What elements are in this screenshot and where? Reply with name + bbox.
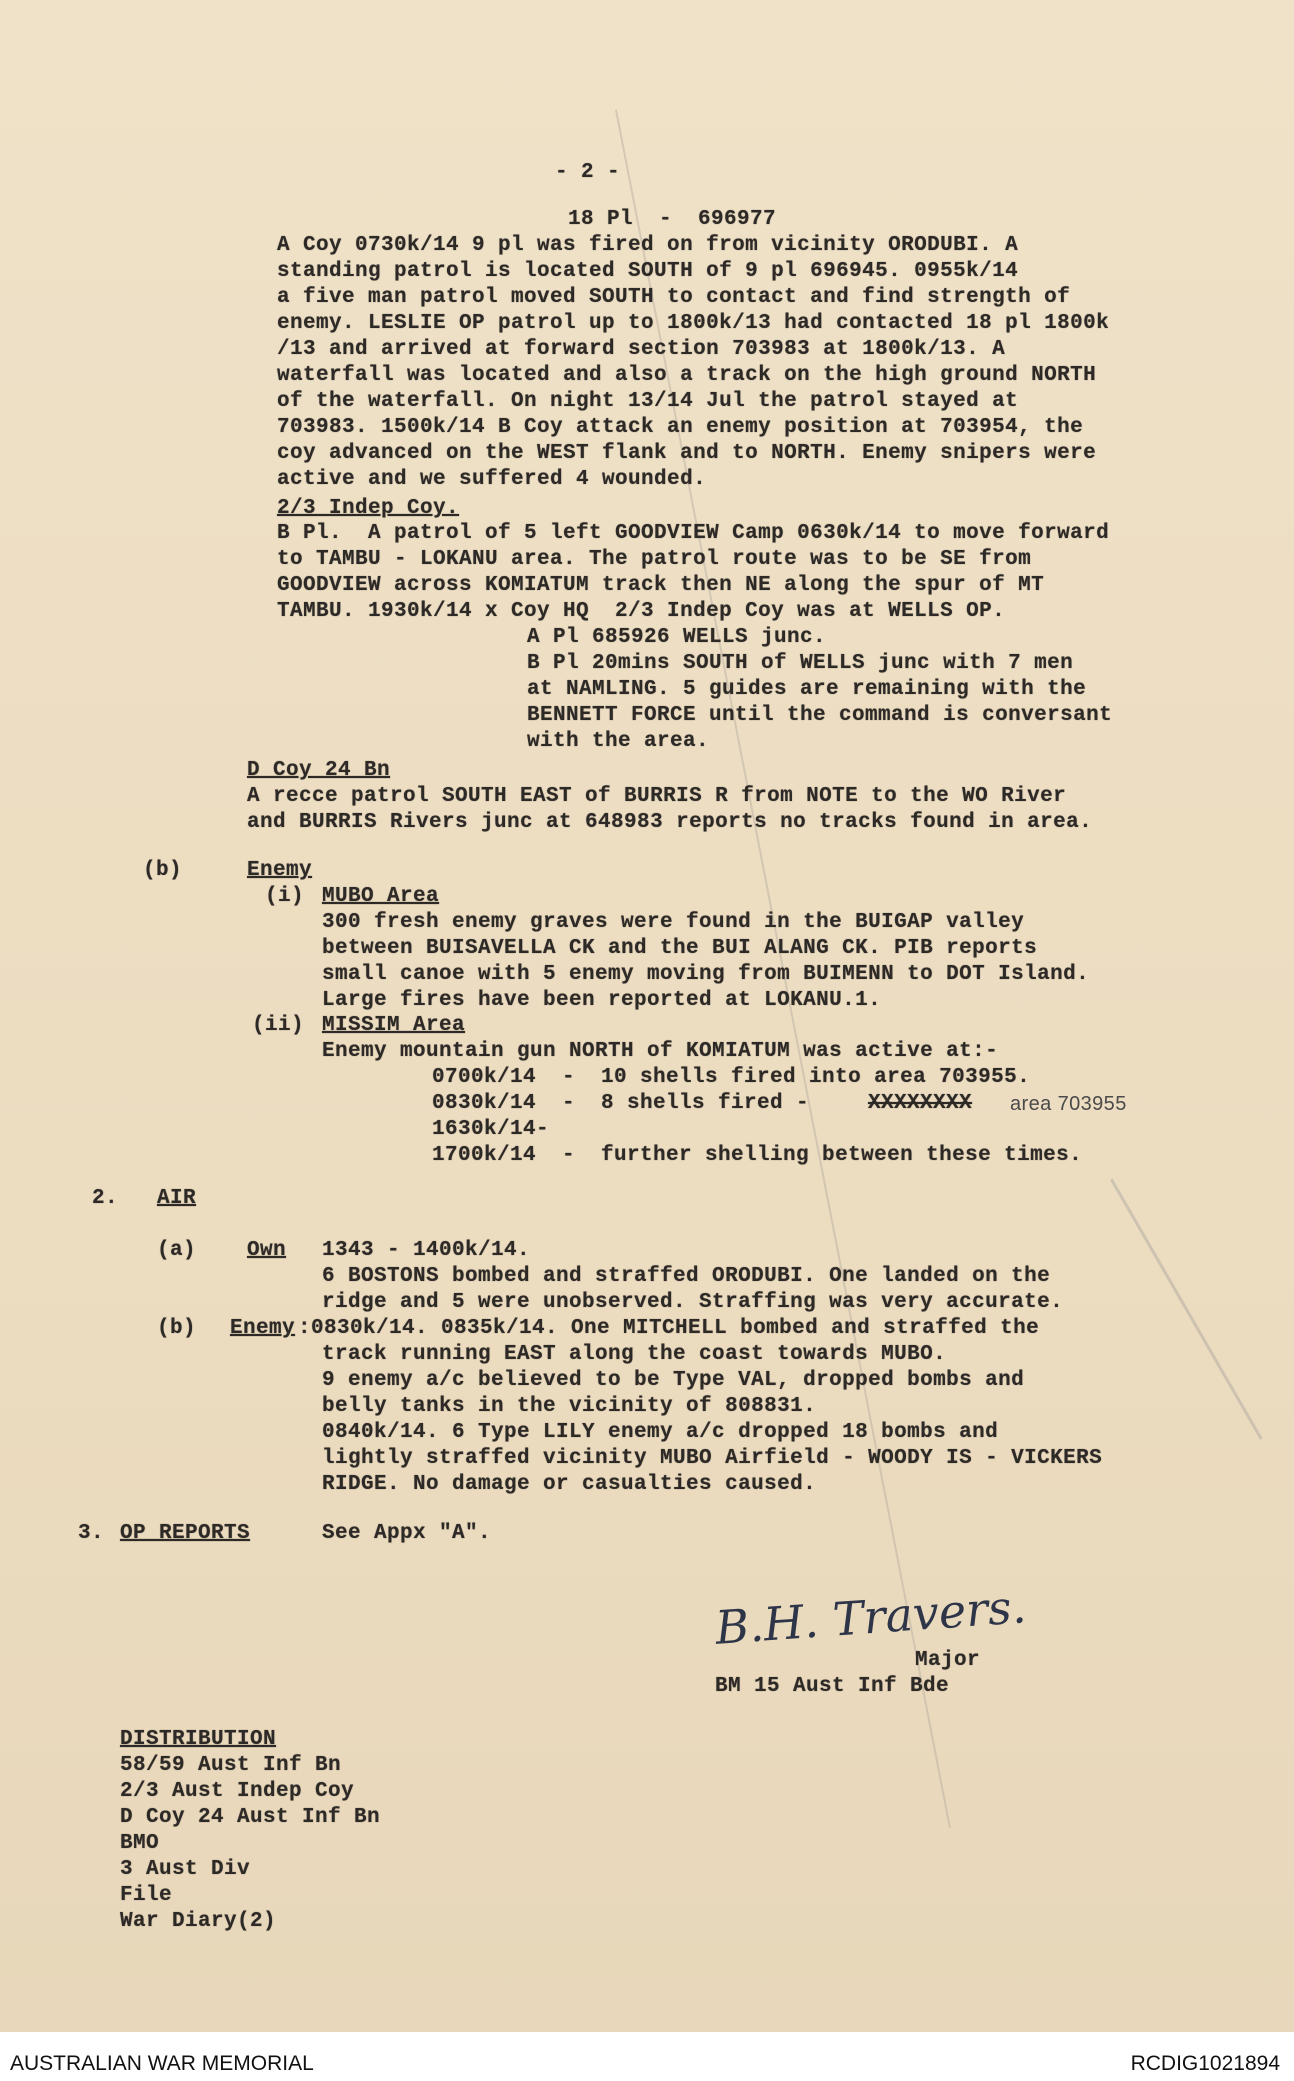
section-heading: Enemy bbox=[247, 859, 313, 882]
text-line: a five man patrol moved SOUTH to contact and find strength of bbox=[277, 286, 1071, 309]
item-label: (i) bbox=[265, 885, 305, 908]
item-label: 2. bbox=[92, 1187, 119, 1210]
section-heading: 2/3 Indep Coy. bbox=[277, 497, 460, 520]
text-line: track running EAST along the coast towards MUBO. bbox=[322, 1343, 947, 1366]
text-line: 0830k/14 - 8 shells fired - bbox=[432, 1092, 810, 1115]
struck-text: XXXXXXXX bbox=[868, 1092, 973, 1115]
text-line: at NAMLING. 5 guides are remaining with the bbox=[527, 678, 1087, 701]
text-line: 1630k/14- bbox=[432, 1118, 550, 1141]
text-line: ridge and 5 were unobserved. Straffing was very accurate. bbox=[322, 1291, 1064, 1314]
text-line: Enemy mountain gun NORTH of KOMIATUM was active at:- bbox=[322, 1040, 999, 1063]
section-heading: Enemy bbox=[230, 1317, 296, 1340]
item-label: (ii) bbox=[252, 1014, 305, 1037]
item-label: (b) bbox=[143, 859, 183, 882]
text-line: 1343 - 1400k/14. bbox=[322, 1239, 531, 1262]
text-line: small canoe with 5 enemy moving from BUIMENN to DOT Island. bbox=[322, 963, 1090, 986]
record-id: RCDIG1021894 bbox=[1130, 2052, 1280, 2075]
text-line: 18 Pl - 696977 bbox=[568, 208, 777, 231]
text-line: between BUISAVELLA CK and the BUI ALANG CK. PIB reports bbox=[322, 937, 1038, 960]
signatory-appointment: BM 15 Aust Inf Bde bbox=[715, 1675, 950, 1698]
text-line: /13 and arrived at forward section 703983 at 1800k/13. A bbox=[277, 338, 1006, 361]
section-heading: AIR bbox=[157, 1187, 197, 1210]
item-label: (b) bbox=[157, 1317, 197, 1340]
text-line: Large fires have been reported at LOKANU.1. bbox=[322, 989, 882, 1012]
text-line: to TAMBU - LOKANU area. The patrol route was to be SE from bbox=[277, 548, 1032, 571]
section-heading: MUBO Area bbox=[322, 885, 440, 908]
text-line: B Pl 20mins SOUTH of WELLS junc with 7 men bbox=[527, 652, 1074, 675]
text-line: 0840k/14. 6 Type LILY enemy a/c dropped 18 bombs and bbox=[322, 1421, 999, 1444]
section-heading: MISSIM Area bbox=[322, 1014, 466, 1037]
handwritten-correction: area 703955 bbox=[1010, 1093, 1127, 1115]
distribution-item: D Coy 24 Aust Inf Bn bbox=[120, 1806, 381, 1829]
text-line: lightly straffed vicinity MUBO Airfield - WOODY IS - VICKERS bbox=[322, 1447, 1103, 1470]
distribution-item: War Diary(2) bbox=[120, 1910, 277, 1933]
text-line: enemy. LESLIE OP patrol up to 1800k/13 had contacted 18 pl 1800k bbox=[277, 312, 1110, 335]
distribution-item: 3 Aust Div bbox=[120, 1858, 251, 1881]
text-line: A recce patrol SOUTH EAST of BURRIS R from NOTE to the WO River bbox=[247, 785, 1067, 808]
distribution-item: 58/59 Aust Inf Bn bbox=[120, 1754, 342, 1777]
distribution-item: BMO bbox=[120, 1832, 160, 1855]
signatory-rank: Major bbox=[915, 1649, 981, 1672]
section-heading: OP REPORTS bbox=[120, 1522, 251, 1545]
text-line: 703983. 1500k/14 B Coy attack an enemy position at 703954, the bbox=[277, 416, 1084, 439]
text-line: A Coy 0730k/14 9 pl was fired on from vicinity ORODUBI. A bbox=[277, 234, 1019, 257]
item-label: 3. bbox=[78, 1522, 105, 1545]
archive-credit: AUSTRALIAN WAR MEMORIAL bbox=[10, 2052, 314, 2075]
text-line: A Pl 685926 WELLS junc. bbox=[527, 626, 827, 649]
text-line: BENNETT FORCE until the command is conversant bbox=[527, 704, 1113, 727]
text-line: with the area. bbox=[527, 730, 710, 753]
text-line: 1700k/14 - further shelling between these times. bbox=[432, 1144, 1083, 1167]
text-line: B Pl. A patrol of 5 left GOODVIEW Camp 0630k/14 to move forward bbox=[277, 522, 1110, 545]
text-line: :0830k/14. 0835k/14. One MITCHELL bombed and straffed the bbox=[298, 1317, 1040, 1340]
section-heading: D Coy 24 Bn bbox=[247, 759, 391, 782]
distribution-item: File bbox=[120, 1884, 173, 1907]
text-line: 6 BOSTONS bombed and straffed ORODUBI. One landed on the bbox=[322, 1265, 1051, 1288]
page-number: - 2 - bbox=[555, 161, 621, 184]
item-label: (a) bbox=[157, 1239, 197, 1262]
text-line: belly tanks in the vicinity of 808831. bbox=[322, 1395, 817, 1418]
signature: B.H. Travers. bbox=[713, 1579, 1028, 1655]
text-line: active and we suffered 4 wounded. bbox=[277, 468, 707, 491]
text-line: and BURRIS Rivers junc at 648983 reports no tracks found in area. bbox=[247, 811, 1093, 834]
text-line: standing patrol is located SOUTH of 9 pl 696945. 0955k/14 bbox=[277, 260, 1019, 283]
text-line: 0700k/14 - 10 shells fired into area 703955. bbox=[432, 1066, 1031, 1089]
text-line: TAMBU. 1930k/14 x Coy HQ 2/3 Indep Coy was at WELLS OP. bbox=[277, 600, 1006, 623]
paper-fold-mark bbox=[1110, 1179, 1263, 1440]
distribution-item: 2/3 Aust Indep Coy bbox=[120, 1780, 355, 1803]
text-line: RIDGE. No damage or casualties caused. bbox=[322, 1473, 817, 1496]
text-line: 300 fresh enemy graves were found in the BUIGAP valley bbox=[322, 911, 1025, 934]
distribution-heading: DISTRIBUTION bbox=[120, 1728, 277, 1751]
text-line: 9 enemy a/c believed to be Type VAL, dropped bombs and bbox=[322, 1369, 1025, 1392]
text-line: coy advanced on the WEST flank and to NORTH. Enemy snipers were bbox=[277, 442, 1097, 465]
text-line: waterfall was located and also a track on the high ground NORTH bbox=[277, 364, 1097, 387]
section-heading: Own bbox=[247, 1239, 287, 1262]
text-line: See Appx "A". bbox=[322, 1522, 492, 1545]
text-line: of the waterfall. On night 13/14 Jul the patrol stayed at bbox=[277, 390, 1019, 413]
text-line: GOODVIEW across KOMIATUM track then NE along the spur of MT bbox=[277, 574, 1045, 597]
